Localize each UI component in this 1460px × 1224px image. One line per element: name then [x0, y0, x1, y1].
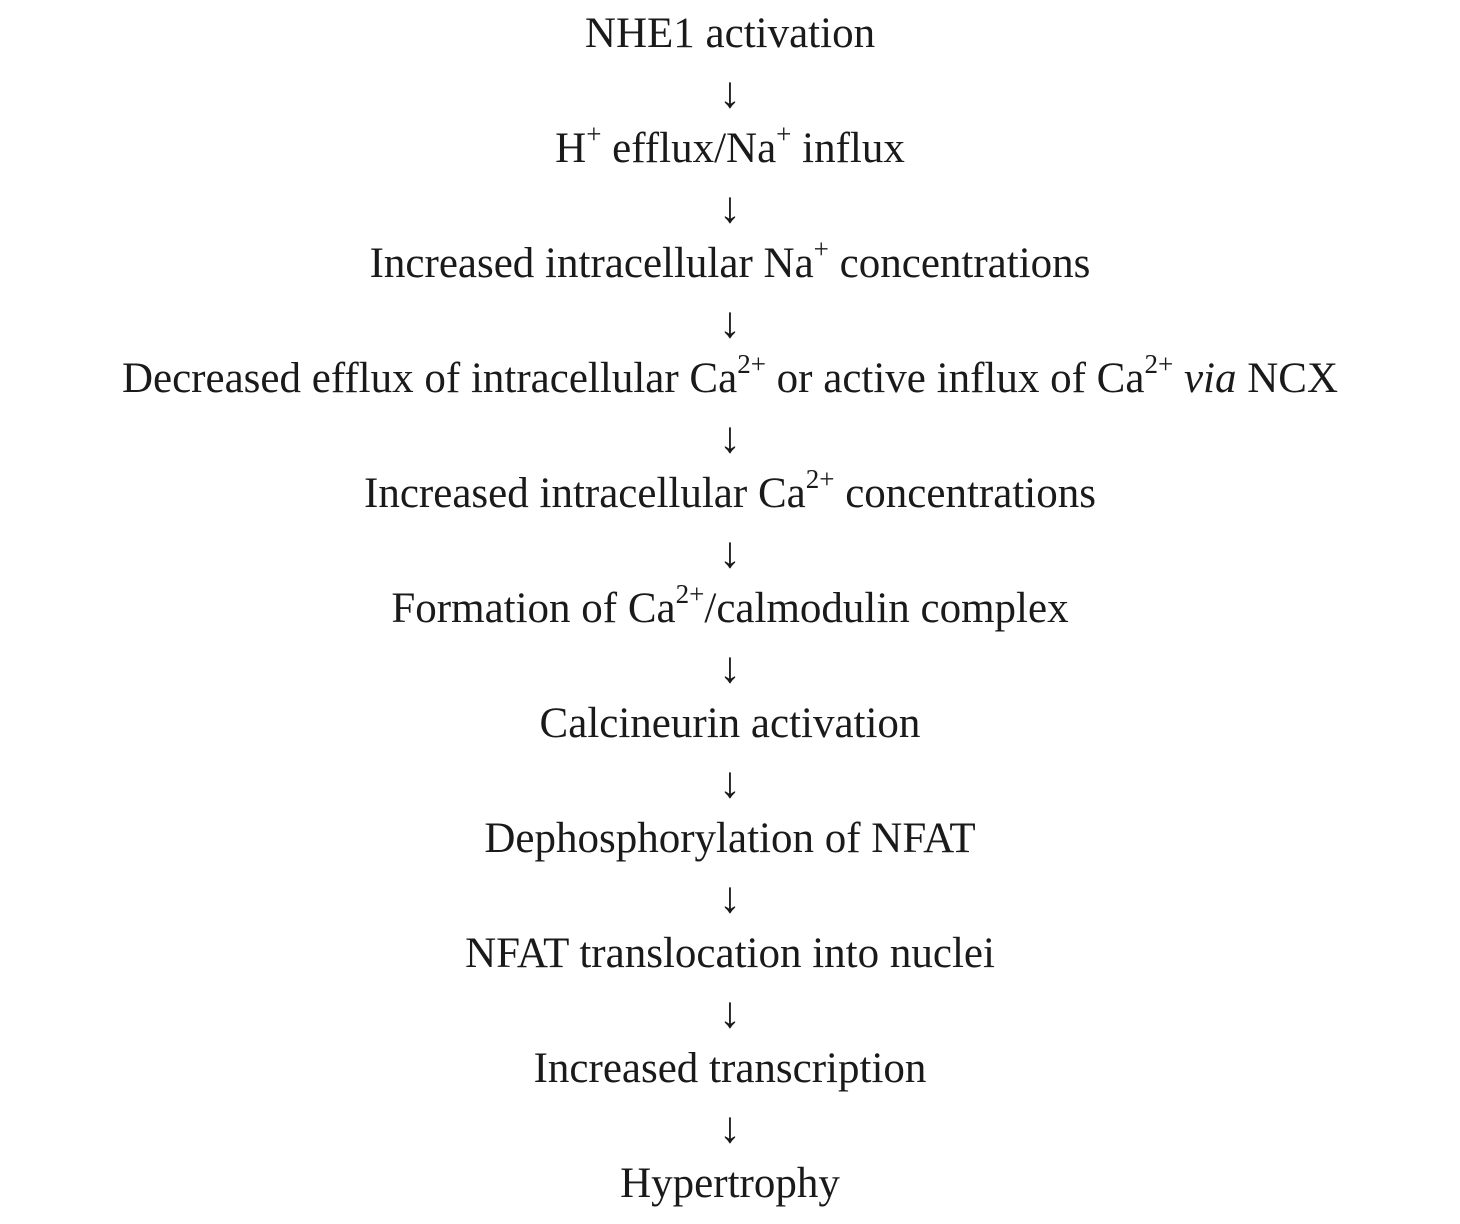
step-increased-na: Increased intracellular Na+ concentrations: [369, 233, 1091, 287]
down-arrow-icon: ↓: [719, 298, 741, 347]
step-nfat-translocation: NFAT translocation into nuclei: [465, 930, 995, 977]
step-nhe1-activation: NHE1 activation: [584, 10, 876, 57]
step-ca-calmodulin-complex: Formation of $Ca^{2+}$/calmodulin complex: [391, 578, 1069, 632]
step-decreased-ca-efflux: Decreased efflux of intracellular $Ca^{2+}$ or active influx of $Ca^{2+}$ via NCX: [121, 348, 1339, 402]
step-hypertrophy: Hypertrophy: [620, 1160, 840, 1207]
down-arrow-icon: ↓: [719, 1103, 741, 1152]
down-arrow-icon: ↓: [719, 183, 741, 232]
step-increased-ca: Increased intracellular $Ca^{2+}$ concentrations: [364, 463, 1096, 517]
step-h-efflux-na-influx: H+ efflux/Na+ influx: [555, 118, 905, 172]
step-calcineurin-activation: Calcineurin activation: [539, 700, 921, 747]
down-arrow-icon: ↓: [719, 873, 741, 922]
down-arrow-icon: ↓: [719, 643, 741, 692]
step-nfat-dephosphorylation: Dephosphorylation of NFAT: [484, 815, 976, 862]
down-arrow-icon: ↓: [719, 988, 741, 1037]
down-arrow-icon: ↓: [719, 413, 741, 462]
step-increased-transcription: Increased transcription: [533, 1045, 927, 1092]
down-arrow-icon: ↓: [719, 528, 741, 577]
down-arrow-icon: ↓: [719, 758, 741, 807]
down-arrow-icon: ↓: [719, 68, 741, 117]
